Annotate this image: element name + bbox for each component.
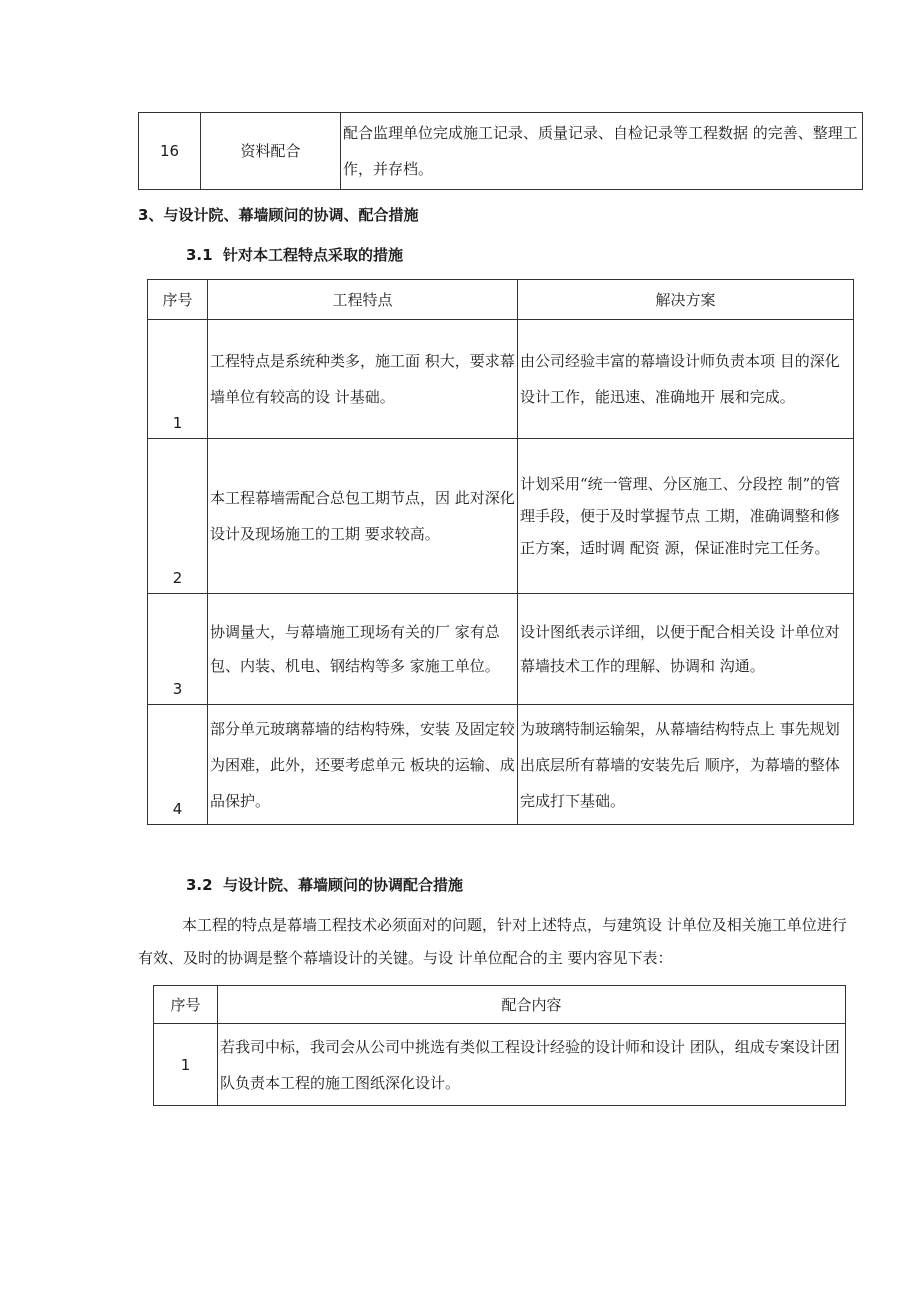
table-row (148, 705, 854, 825)
table-header-row (154, 986, 846, 1024)
row-number: 4 (148, 705, 208, 825)
row-number: 1 (148, 320, 208, 439)
section-3-1-title: 针对本工程特点采取的措施 (223, 246, 404, 264)
table-continued (138, 112, 863, 190)
section-3-title: 3、与设计院、幕墙顾问的协调、配合措施 (138, 206, 419, 224)
row-number: 16 (139, 113, 201, 190)
header-feature: 工程特点 (208, 280, 518, 320)
row-content: 若我司中标，我司会从公司中挑选有类似工程设计经验的设计师和设计 团队，组成专案设计团队负责本工程的施工图纸深化设计。 (218, 1024, 846, 1106)
row-content: 配合监理单位完成施工记录、质量记录、自检记录等工程数据 的完善、整理工作，并存档。 (341, 113, 863, 190)
header-no: 序号 (148, 280, 208, 320)
row-number: 3 (148, 594, 208, 705)
section-3-2-heading (186, 874, 463, 895)
section-3-2-number: 3.2 (186, 876, 213, 894)
table-row (148, 439, 854, 594)
section-3-2-title: 与设计院、幕墙顾问的协调配合措施 (223, 876, 464, 894)
section-3-2-paragraph: 本工程的特点是幕墙工程技术必须面对的问题，针对上述特点，与建筑设 计单位及相关施工单位进行有效、及时的协调是整个幕墙设计的关键。与设 计单位配合的主 要内容见下表： (138, 916, 847, 967)
row-item: 资料配合 (201, 113, 341, 190)
row-feature: 本工程幕墙需配合总包工期节点，因 此对深化设计及现场施工的工期 要求较高。 (208, 439, 518, 594)
row-feature: 部分单元玻璃幕墙的结构特殊，安装 及固定较为困难，此外，还要考虑单元 板块的运输、成品保护。 (208, 705, 518, 825)
table-row (148, 594, 854, 705)
table-row (154, 1024, 846, 1106)
row-solution: 计划采用“统一管理、分区施工、分段控 制”的管理手段，便于及时掌握节点 工期，准确调整和修正方案，适时调 配资 源，保证准时完工任务。 (518, 439, 854, 594)
row-solution: 为玻璃特制运输架，从幕墙结构特点上 事先规划出底层所有幕墙的安装先后 顺序，为幕墙的整体完成打下基础。 (518, 705, 854, 825)
table-row (139, 113, 863, 190)
header-solution: 解决方案 (518, 280, 854, 320)
table-header-row (148, 280, 854, 320)
table-row (148, 320, 854, 439)
row-solution: 设计图纸表示详细，以便于配合相关设 计单位对幕墙技术工作的理解、协调和 沟通。 (518, 594, 854, 705)
section-3-1-number: 3.1 (186, 246, 213, 264)
header-content: 配合内容 (218, 986, 846, 1024)
row-feature: 工程特点是系统种类多，施工面 积大，要求幕墙单位有较高的设 计基础。 (208, 320, 518, 439)
section-3-1-heading (186, 244, 403, 265)
row-feature: 协调量大，与幕墙施工现场有关的厂 家有总包、内装、机电、钢结构等多 家施工单位。 (208, 594, 518, 705)
header-no: 序号 (154, 986, 218, 1024)
row-solution: 由公司经验丰富的幕墙设计师负责本项 目的深化设计工作，能迅速、准确地开 展和完成。 (518, 320, 854, 439)
cooperation-table (153, 985, 846, 1106)
row-number: 2 (148, 439, 208, 594)
measures-table (147, 279, 854, 825)
row-number: 1 (154, 1024, 218, 1106)
